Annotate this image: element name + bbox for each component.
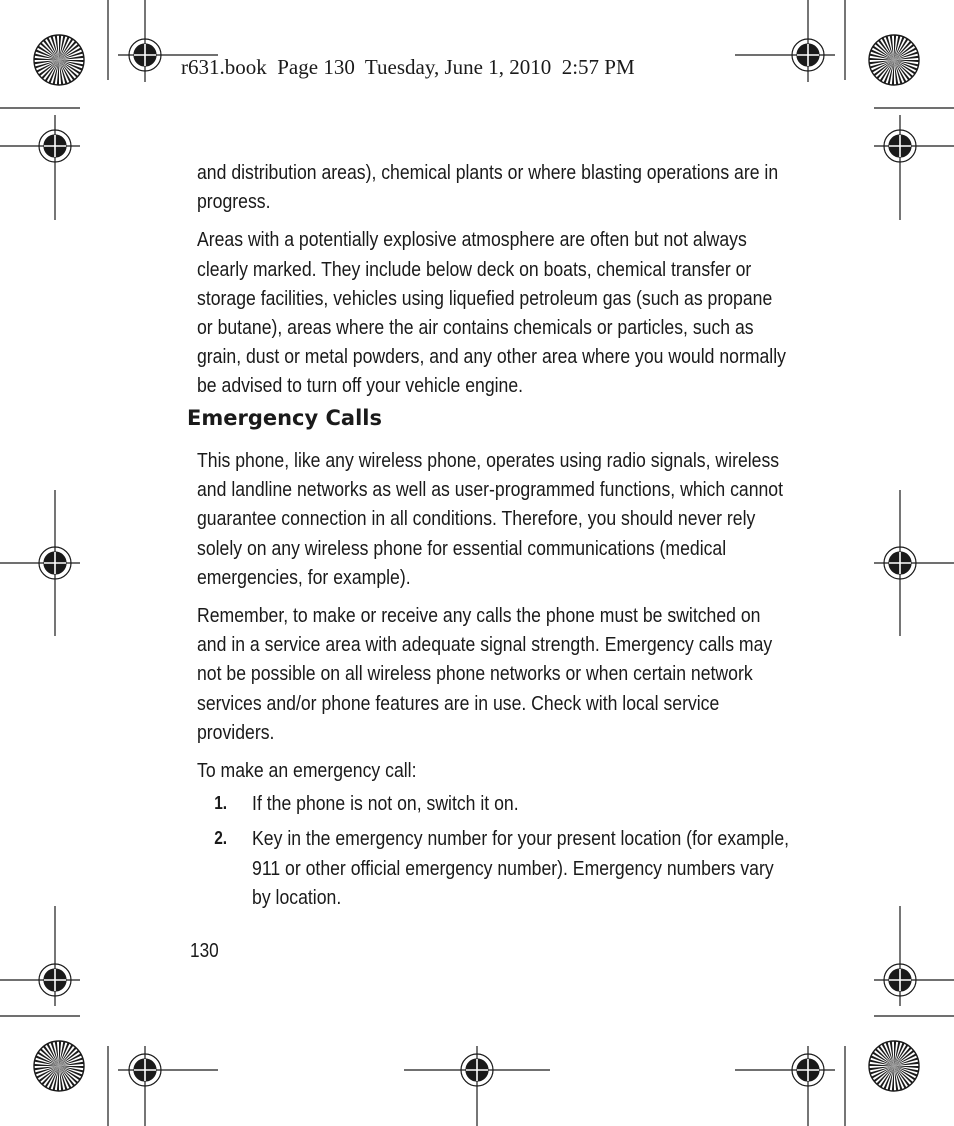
star-target-icon xyxy=(34,35,84,85)
star-target-icon xyxy=(34,1041,84,1091)
list-item xyxy=(197,824,790,912)
paragraph: To make an emergency call: xyxy=(197,759,417,783)
registration-mark-icon xyxy=(404,1046,550,1126)
book-header: r631.book Page 130 Tuesday, June 1, 2010 2:57 PM xyxy=(181,55,635,79)
registration-mark-icon xyxy=(874,490,954,636)
registration-mark-icon xyxy=(735,0,835,82)
body-text-top xyxy=(197,158,786,410)
step-text: If the phone is not on, switch it on. xyxy=(252,792,519,816)
registration-mark-icon xyxy=(118,1046,218,1126)
step-number: 1. xyxy=(214,793,228,814)
registration-mark-icon xyxy=(0,906,80,1006)
list-item xyxy=(197,789,790,818)
paragraph: This phone, like any wireless phone, operates using radio signals, wireless and landline networks as well as user-programmed functions, which cannot guarantee connection in all conditions. Therefore, you should never rely solely on any wireless phone for essential communications (medical emergencies, for example). xyxy=(197,449,784,589)
registration-mark-icon xyxy=(874,906,954,1006)
paragraph: and distribution areas), chemical plants or where blasting operations are in progress. xyxy=(197,161,779,214)
page-number: 130 xyxy=(190,940,219,962)
step-number: 2. xyxy=(214,828,228,849)
section-body xyxy=(197,446,790,918)
star-target-icon xyxy=(869,35,919,85)
registration-mark-icon xyxy=(0,490,80,636)
step-text: Key in the emergency number for your present location (for example, 911 or other official emergency number). Emergency numbers vary by location. xyxy=(252,827,790,909)
paragraph: Remember, to make or receive any calls the phone must be switched on and in a service area with adequate signal strength. Emergency calls may not be possible on all wireless phone networks or when certain network services and/or phone features are in use. Check with local service providers. xyxy=(197,604,773,744)
registration-mark-icon xyxy=(874,115,954,220)
section-heading: Emergency Calls xyxy=(187,406,382,430)
paragraph: Areas with a potentially explosive atmosphere are often but not always clearly marked. They include below deck on boats, chemical transfer or storage facilities, vehicles using liquefied petroleum gas (such as propane or butane), areas where the air contains chemicals or particles, such as grain, dust or metal powders, and any other area where you would normally be advised to turn off your vehicle engine. xyxy=(197,228,786,398)
star-target-icon xyxy=(869,1041,919,1091)
registration-mark-icon xyxy=(735,1046,835,1126)
registration-mark-icon xyxy=(0,115,80,220)
